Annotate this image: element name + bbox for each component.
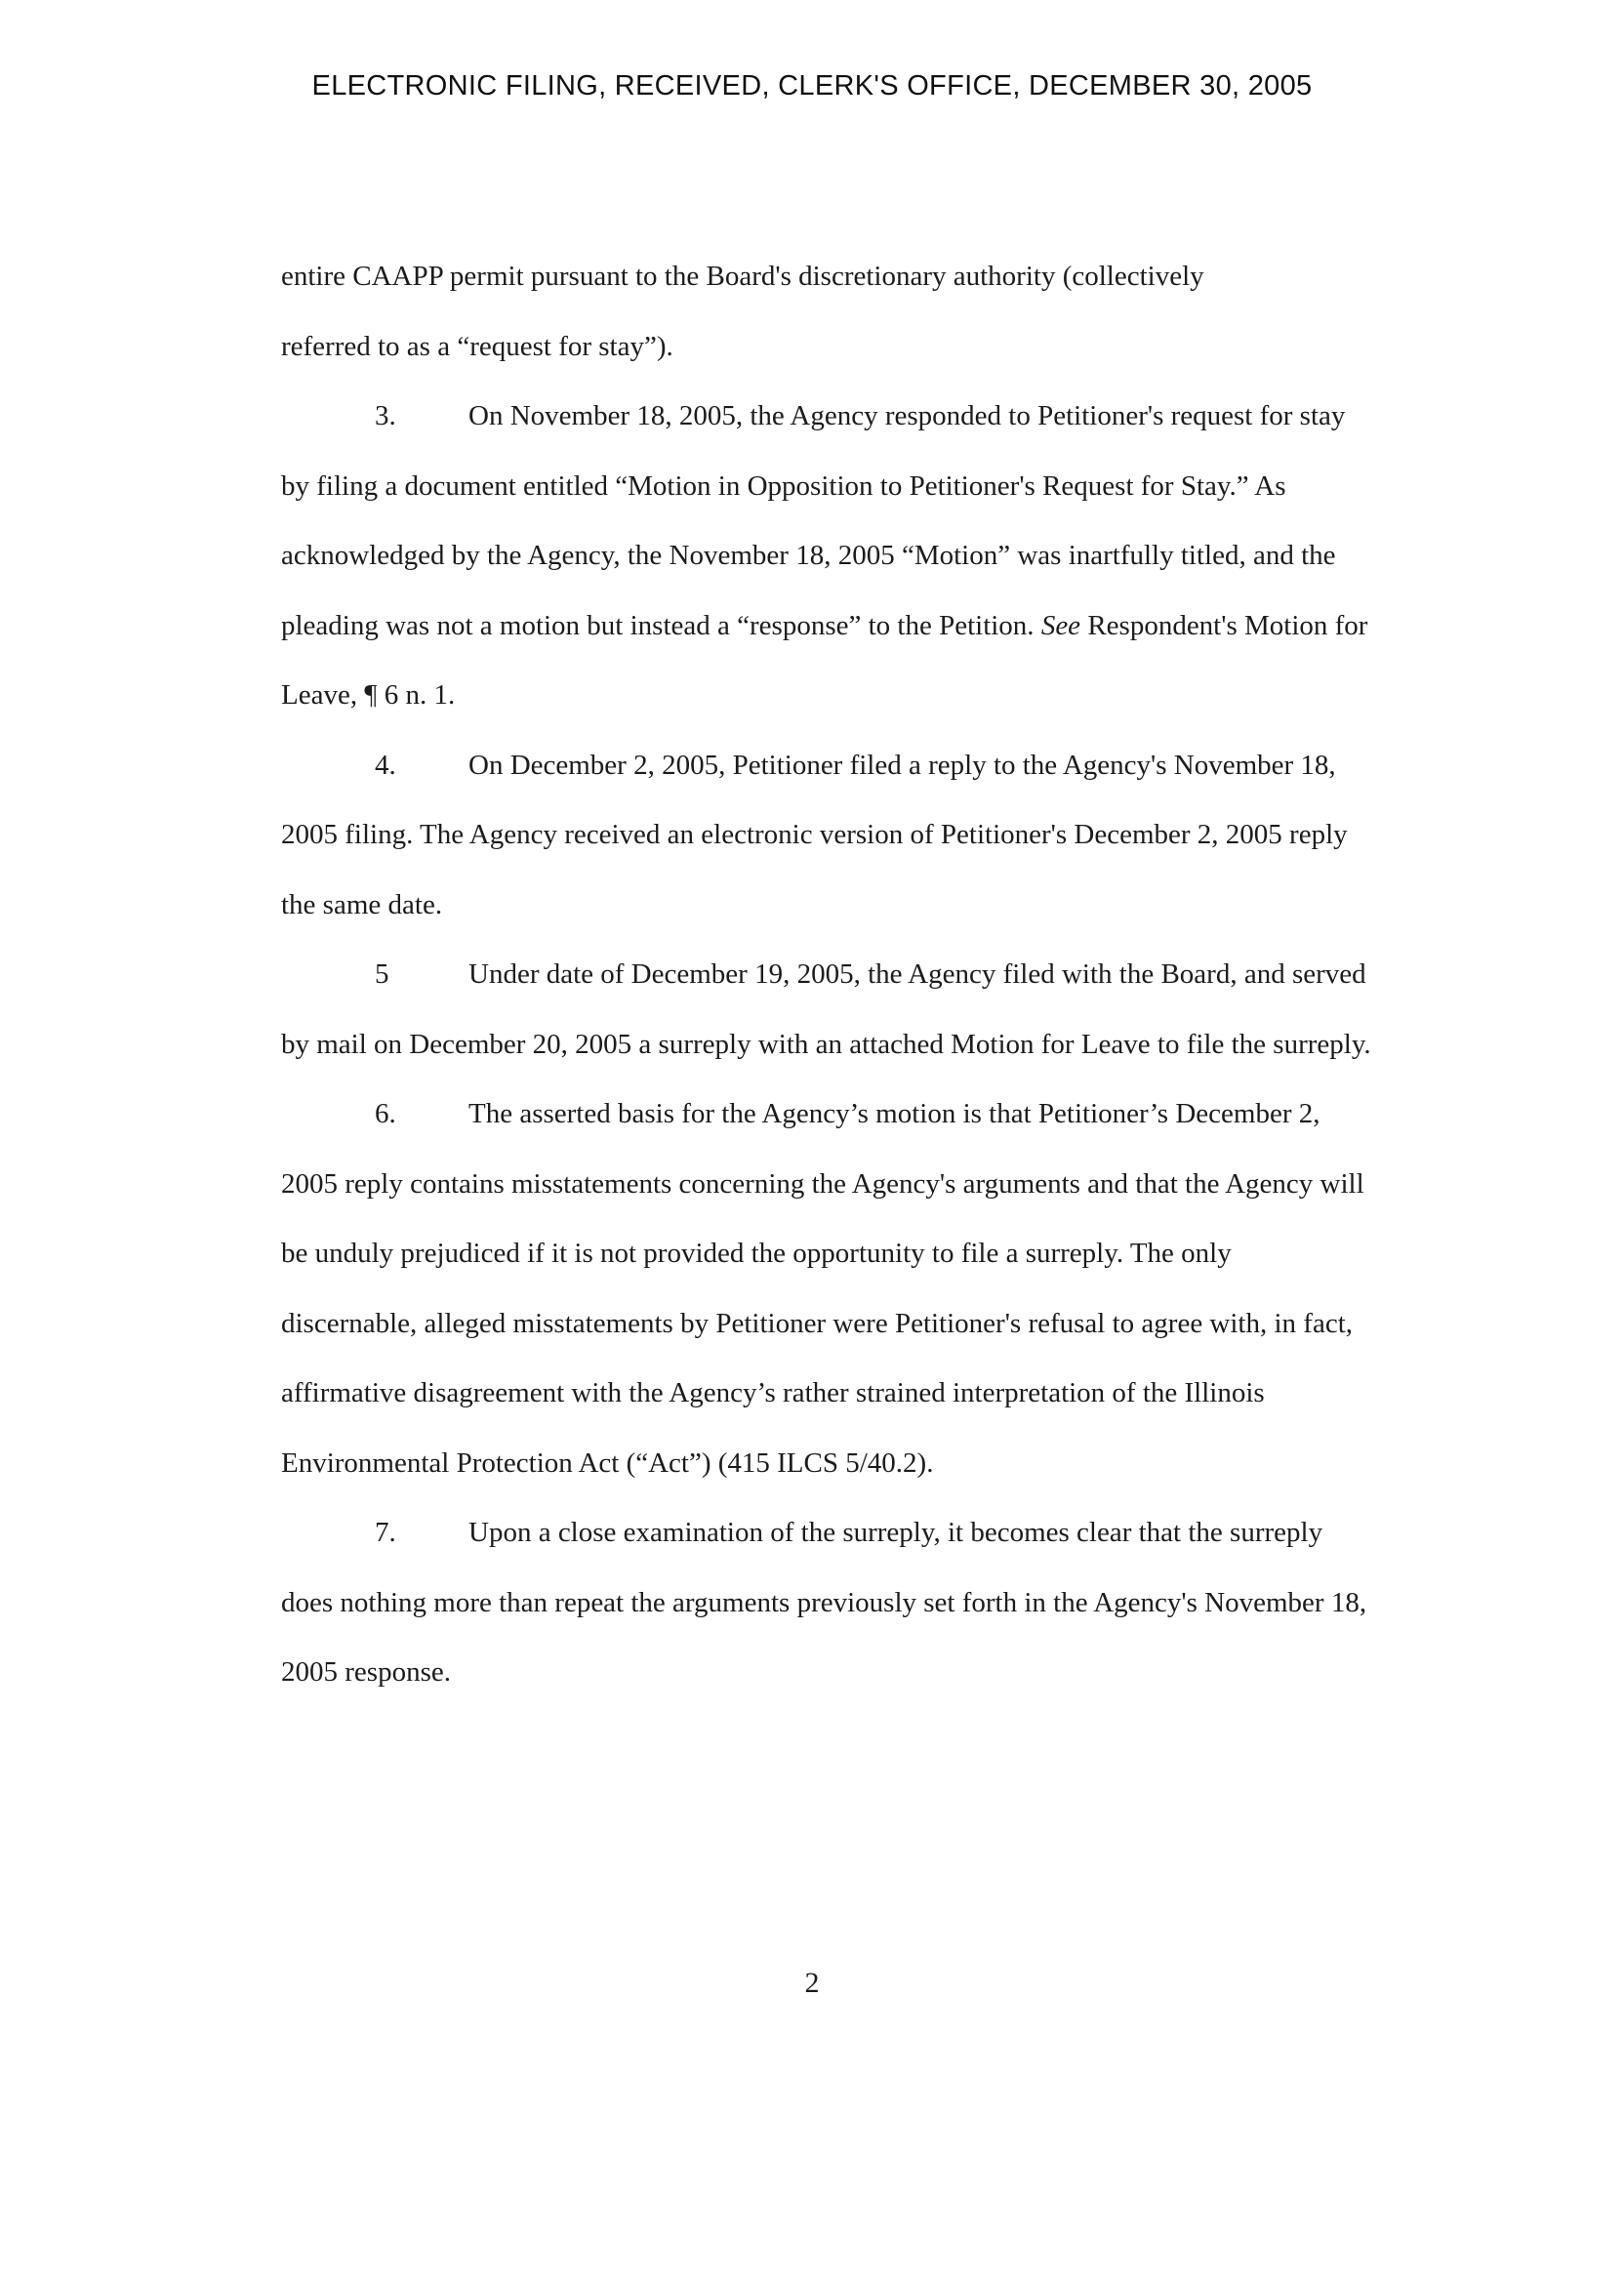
paragraph-number: 3. — [375, 400, 396, 431]
page-number: 2 — [804, 1967, 820, 1999]
paragraph-text: Upon a close examination of the surreply, it becomes clear that the surreply does nothing more than repeat the arguments previously set forth in the Agency's November 18, 2005 response. — [281, 1517, 1367, 1688]
paragraph-number: 5 — [375, 958, 389, 990]
paragraph-3 — [281, 382, 1374, 731]
paragraph-number: 6. — [375, 1098, 396, 1129]
paragraph-text: On December 2, 2005, Petitioner filed a reply to the Agency's November 18, 2005 filing. The Agency received an electronic version of Petitioner's December 2, 2005 reply the same date. — [281, 749, 1348, 920]
citation-signal: See — [1040, 609, 1081, 641]
intro-line-1: entire CAAPP permit pursuant to the Board's discretionary authority (collectively — [281, 261, 1204, 292]
paragraph-text-cont: Respondent's Motion for Leave, ¶ 6 n. 1. — [281, 609, 1368, 711]
paragraph-7 — [281, 1498, 1374, 1708]
paragraph-6 — [281, 1080, 1374, 1498]
intro-line-2: referred to as a “request for stay”). — [281, 330, 673, 362]
paragraph-4 — [281, 731, 1374, 941]
paragraph-text: The asserted basis for the Agency’s motion is that Petitioner’s December 2, 2005 reply contains misstatements concerning the Agency's arguments and that the Agency will be unduly prejudiced if it is not provided the opportunity to file a surreply. The only discernable, alleged misstatements by Petitioner were Petitioner's refusal to agree with, in fact, affirmative disagreement with the Agency’s rather strained interpretation of the Illinois Environmental Protection Act (“Act”) (415 ILCS 5/40.2). — [281, 1098, 1364, 1479]
paragraph-5 — [281, 940, 1374, 1080]
paragraph-text: Under date of December 19, 2005, the Agency filed with the Board, and served by mail on December 20, 2005 a surreply with an attached Motion for Leave to file the surreply. — [281, 958, 1371, 1060]
filing-stamp-header: ELECTRONIC FILING, RECEIVED, CLERK'S OFFICE, DECEMBER 30, 2005 — [311, 70, 1313, 102]
document-body — [281, 242, 1374, 1708]
paragraph-number: 4. — [375, 749, 396, 781]
paragraph-text: On November 18, 2005, the Agency responded to Petitioner's request for stay by filing a document entitled “Motion in Opposition to Petitioner's Request for Stay.” As acknowledged by the Agency, the November 18, 2005 “Motion” was inartfully titled, and the pleading was not a motion but instead a “response” to the Petition. — [281, 400, 1346, 641]
intro-paragraph — [281, 242, 1374, 382]
paragraph-number: 7. — [375, 1517, 396, 1548]
